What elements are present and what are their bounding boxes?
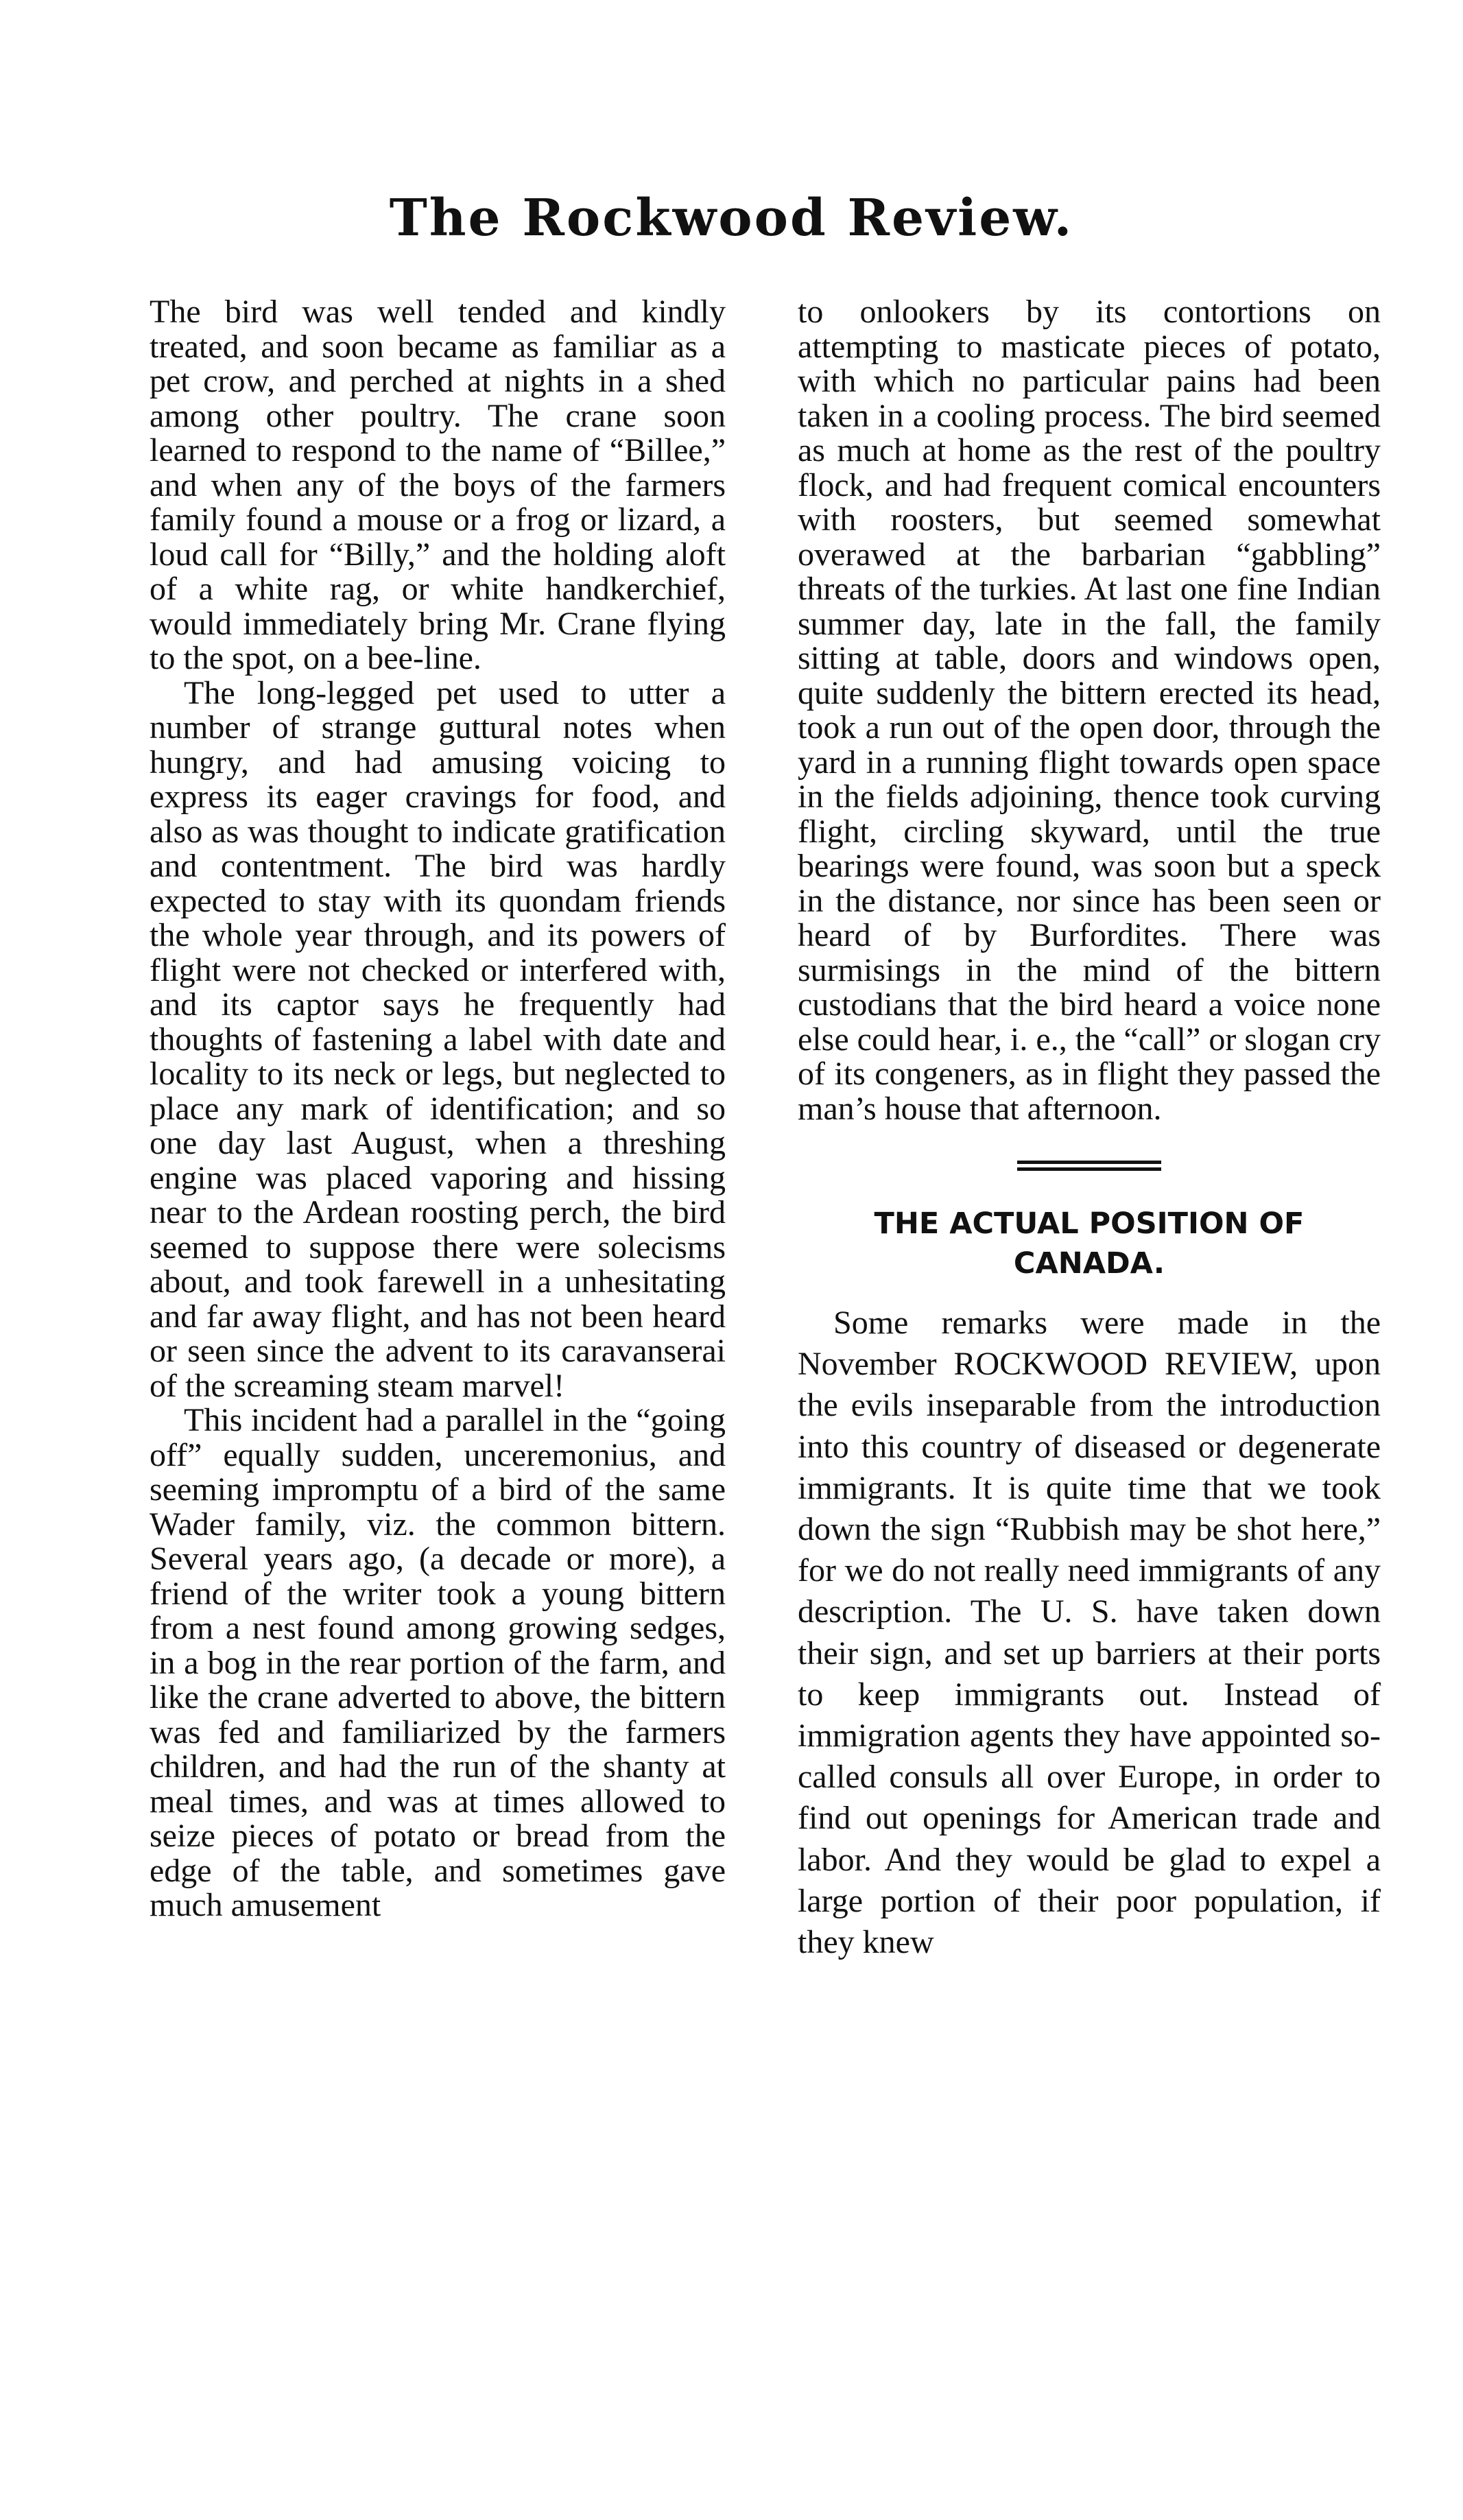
- article-heading: [798, 1204, 1381, 1283]
- article-body: Some remarks were made in the November ROCKWOOD REVIEW, upon the evils inseparable from the introduction into this country of diseased or degenerate immigrants. It is quite time that we took down the sign “Rubbish may be shot here,” for we do not really need immigrants of any description. The U. S. have taken down their sign, and set up barriers at their ports to keep immigrants out. Instead of immigration agents they have appointed so-called consuls all over Europe, in order to find out openings for American trade and labor. And they would be glad to expel a large portion of their poor population, if they knew: [798, 1305, 1381, 1961]
- right-column: [798, 295, 1381, 1963]
- paragraph: The bird was well tended and kindly treated, and soon became as familiar as a pet crow, and perched at nights in a shed among other poultry. The crane soon learned to respond to the name of “Billee,” and when any of the boys of the farmers family found a mouse or a frog or lizard, a loud call for “Billy,” and the holding aloft of a white rag, or white handkerchief, would immediately bring Mr. Crane flying to the spot, on a bee-line.: [150, 294, 726, 676]
- paragraph: The long-legged pet used to utter a number of strange guttural notes when hungry, and had amusing voicing to express its eager cravings for food, and also as was thought to indicate gratification and contentment. The bird was hardly expected to stay with its quondam friends the whole year through, and its powers of flight were not checked or interfered with, and its captor says he frequently had thoughts of fastening a label with date and locality to its neck or legs, but neglected to place any mark of identification; and so one day last August, when a threshing engine was placed vaporing and hissing near to the Ardean roosting perch, the bird seemed to suppose there were solecisms about, and took farewell in a unhesitating and far away flight, and has not been heard or seen since the advent to its caravanserai of the screaming steam marvel!: [150, 674, 726, 1404]
- page-masthead: The Rockwood Review.: [389, 189, 1074, 248]
- article-heading-line: CANADA.: [1013, 1246, 1165, 1281]
- paragraph: This incident had a parallel in the “going off” equally sudden, unceremonius, and seeming impromptu of a bird of the same Wader family, viz. the common bittern. Several years ago, (a decade or more), a friend of the writer took a young bittern from a nest found among growing sedges, in a bog in the rear portion of the farm, and like the crane adverted to above, the bittern was fed and familiarized by the farmers children, and had the run of the shanty at meal times, and was at times allowed to seize pieces of potato or bread from the edge of the table, and sometimes gave much amusement: [150, 1402, 726, 1923]
- section-divider: [1017, 1161, 1161, 1171]
- left-column: [150, 295, 726, 1923]
- article-heading-line: THE ACTUAL POSITION OF: [874, 1206, 1305, 1241]
- continued-paragraph: to onlookers by its contortions on attempting to masticate pieces of potato, with which no particular pains had been taken in a cooling process. The bird seemed as much at home as the rest of the poultry flock, and had frequent comical encounters with roosters, but seemed somewhat overawed at the barbarian “gabbling” threats of the turkies. At last one fine Indian summer day, late in the fall, the family sitting at table, doors and windows open, quite suddenly the bittern erected its head, took a run out of the open door, through the yard in a running flight towards open space in the fields adjoining, thence took curving flight, circling skyward, until the true bearings were found, was soon but a speck in the distance, nor since has been seen or heard of by Burfordites. There was surmisings in the mind of the bittern custodians that the bird heard a voice none else could hear, i. e., the “call” or slogan cry of its congeners, as in flight they passed the man’s house that afternoon.: [798, 294, 1381, 1127]
